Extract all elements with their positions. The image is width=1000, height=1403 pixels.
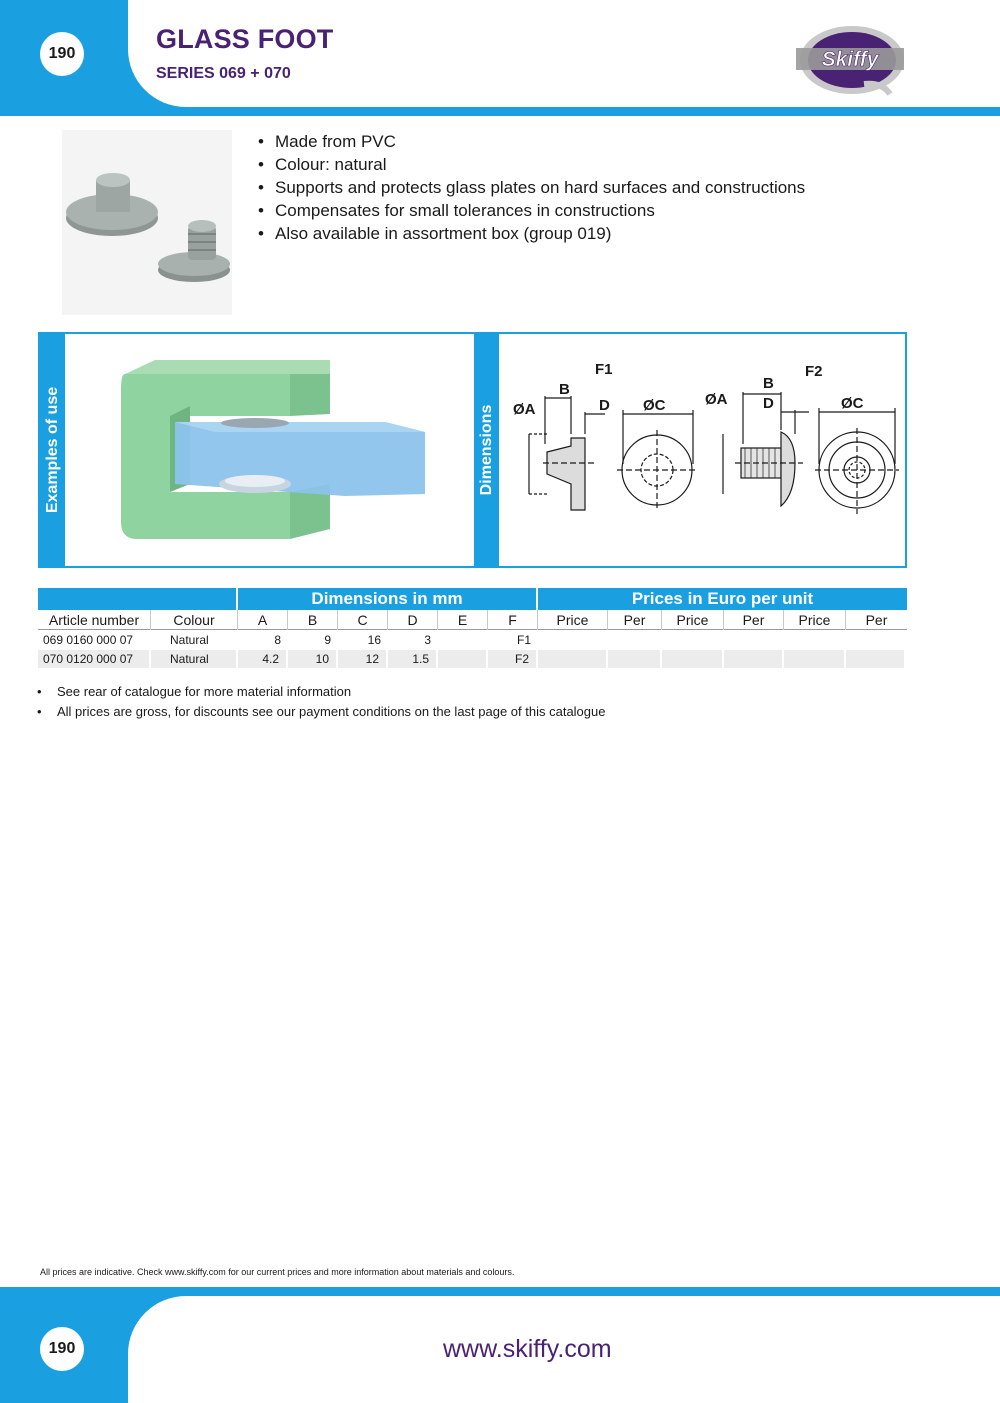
feature-item: • Also available in assortment box (group 019) <box>258 222 805 245</box>
col-d: D <box>388 610 438 630</box>
cell-price-1 <box>538 650 606 668</box>
f2-label: F2 <box>805 363 823 380</box>
table-header-row <box>38 610 907 630</box>
col-e: E <box>438 610 488 630</box>
price-disclaimer: All prices are indicative. Check www.skiffy.com for our current prices and more information about materials and colours. <box>40 1267 515 1277</box>
illustration-panels <box>38 332 907 568</box>
cell-b: 9 <box>324 633 331 647</box>
col-price-2: Price <box>662 610 724 630</box>
dimensions-drawing <box>499 334 905 566</box>
f1-a-label: ØA <box>513 401 536 418</box>
cell-a: 8 <box>274 633 281 647</box>
cell-e <box>438 650 486 668</box>
f1-label: F1 <box>595 361 613 378</box>
page-title: GLASS FOOT <box>156 24 334 54</box>
skiffy-logo <box>794 22 906 100</box>
f2-c-label: ØC <box>841 395 864 412</box>
feature-list <box>258 130 805 245</box>
table-row <box>38 650 907 668</box>
col-per-2: Per <box>724 610 784 630</box>
feature-item: • Compensates for small tolerances in constructions <box>258 199 805 222</box>
cell-d: 1.5 <box>388 650 436 668</box>
cell-price-3 <box>784 650 844 668</box>
f2-d-label: D <box>763 395 774 412</box>
cell-per-3 <box>846 650 904 668</box>
cell-per-2 <box>724 650 782 668</box>
article-table <box>38 588 907 668</box>
cell-article-number: 070 0120 000 07 <box>38 650 149 668</box>
feature-item: • Supports and protects glass plates on hard surfaces and constructions <box>258 176 805 199</box>
f1-c-label: ØC <box>643 397 666 414</box>
col-article-number: Article number <box>38 610 151 630</box>
example-of-use-illustration <box>65 334 474 566</box>
col-f: F <box>488 610 538 630</box>
f2-a-label: ØA <box>705 391 728 408</box>
f1-d-label: D <box>599 397 610 414</box>
col-price-1: Price <box>538 610 608 630</box>
group-header-prices: Prices in Euro per unit <box>538 588 907 610</box>
cell-price-2 <box>662 650 722 668</box>
group-header-dimensions: Dimensions in mm <box>238 588 536 610</box>
col-colour: Colour <box>151 610 238 630</box>
cell-e <box>438 631 488 649</box>
table-band-blank <box>38 588 236 610</box>
note-item: • All prices are gross, for discounts see our payment conditions on the last page of this catalogue <box>37 702 605 722</box>
website-link[interactable]: www.skiffy.com <box>443 1335 612 1363</box>
note-item: • See rear of catalogue for more material information <box>37 682 605 702</box>
page-number-badge-footer: 190 <box>40 1327 84 1371</box>
cell-colour: Natural <box>151 650 236 668</box>
col-c: C <box>338 610 388 630</box>
feature-item: • Made from PVC <box>258 130 805 153</box>
cell-a: 4.2 <box>238 650 286 668</box>
cell-colour: Natural <box>170 633 209 647</box>
f1-b-label: B <box>559 381 570 398</box>
col-b: B <box>288 610 338 630</box>
feature-item: • Colour: natural <box>258 153 805 176</box>
col-per-3: Per <box>865 612 888 628</box>
cell-per-1 <box>608 650 660 668</box>
page-number-badge: 190 <box>40 32 84 76</box>
col-price-3: Price <box>784 610 846 630</box>
cell-c: 16 <box>367 633 381 647</box>
svg-text:Skiffy: Skiffy <box>821 48 879 71</box>
product-photo <box>62 130 232 315</box>
page-subtitle: SERIES 069 + 070 <box>156 65 291 82</box>
f2-b-label: B <box>763 375 774 392</box>
examples-label-bar <box>40 334 65 566</box>
col-per-1: Per <box>608 610 662 630</box>
examples-label: Examples of use <box>43 386 61 514</box>
cell-b: 10 <box>288 650 336 668</box>
cell-c: 12 <box>338 650 386 668</box>
dimensions-label-bar <box>474 334 499 566</box>
cell-f: F2 <box>488 650 536 668</box>
notes-list <box>37 682 605 721</box>
table-row <box>38 631 907 649</box>
dimensions-label: Dimensions <box>477 404 495 496</box>
cell-f: F1 <box>516 633 531 647</box>
cell-d: 3 <box>424 633 431 647</box>
cell-article-number: 069 0160 000 07 <box>43 633 134 647</box>
col-a: A <box>238 610 288 630</box>
